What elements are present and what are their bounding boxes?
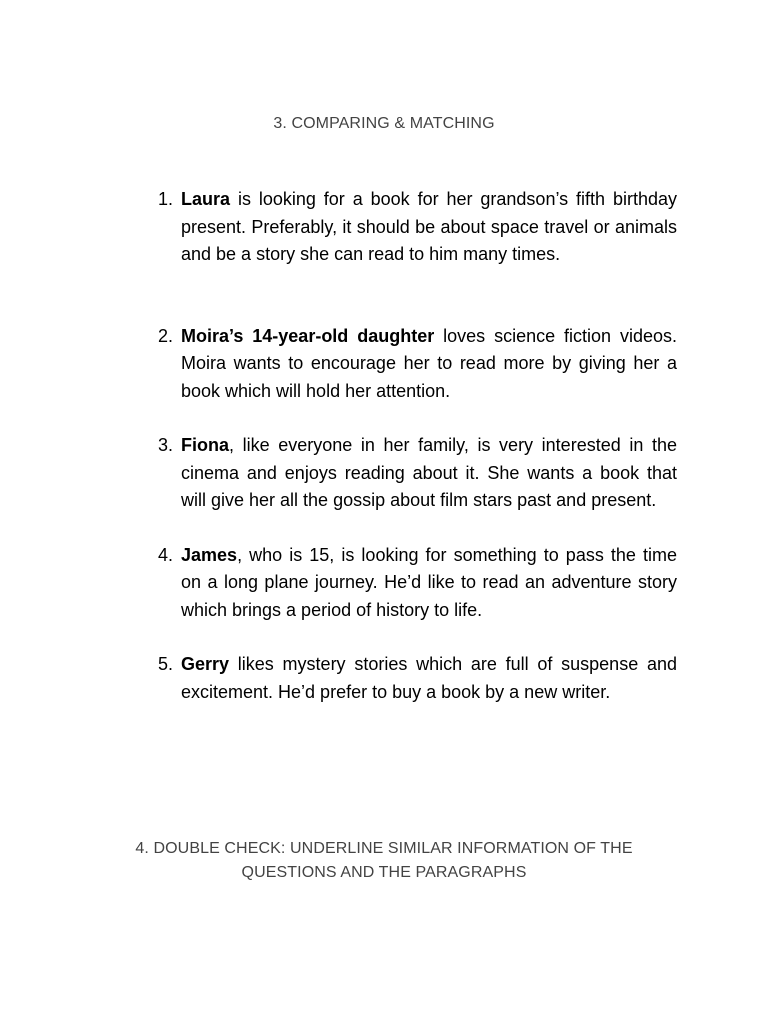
item-text: is looking for a book for her grandson’s fifth birthday present. Preferably, it should be about space travel or animals and be a story she can read to him many times.	[181, 189, 677, 264]
person-name: Fiona	[181, 435, 229, 455]
list-item	[158, 186, 677, 269]
person-name: Gerry	[181, 654, 230, 674]
list-item	[158, 323, 677, 406]
item-number: 1.	[158, 189, 174, 209]
item-number: 5.	[158, 654, 174, 674]
person-name: Moira’s 14-year-old daughter	[181, 325, 435, 346]
section-4-heading-line-1: 4. DOUBLE CHECK: UNDERLINE SIMILAR INFORMATION OF THE	[135, 840, 633, 857]
person-name: Laura	[181, 189, 231, 209]
section-4-heading	[0, 837, 768, 885]
item-text: likes mystery stories which are full of suspense and excitement. He’d prefer to buy a book by a new writer.	[181, 654, 677, 702]
list-item	[158, 542, 677, 625]
item-number: 3.	[158, 435, 174, 455]
person-name: James	[181, 544, 238, 565]
section-3-heading: 3. COMPARING & MATCHING	[273, 115, 495, 132]
reader-profile-list	[158, 186, 677, 706]
list-item	[158, 651, 677, 706]
item-text: loves science fiction videos. Moira wants to encourage her to read more by giving her a book which will hold her attention.	[181, 325, 678, 401]
list-item	[158, 432, 677, 515]
section-4-heading-line-2: QUESTIONS AND THE PARAGRAPHS	[241, 864, 527, 881]
item-text: , like everyone in her family, is very interested in the cinema and enjoys reading about it. She wants a book that will give her all the gossip about film stars past and present.	[181, 435, 677, 510]
item-number: 2.	[158, 325, 174, 346]
item-number: 4.	[158, 544, 174, 565]
item-text: , who is 15, is looking for something to pass the time on a long plane journey. He’d like to read an adventure story which brings a period of history to life.	[181, 544, 677, 620]
